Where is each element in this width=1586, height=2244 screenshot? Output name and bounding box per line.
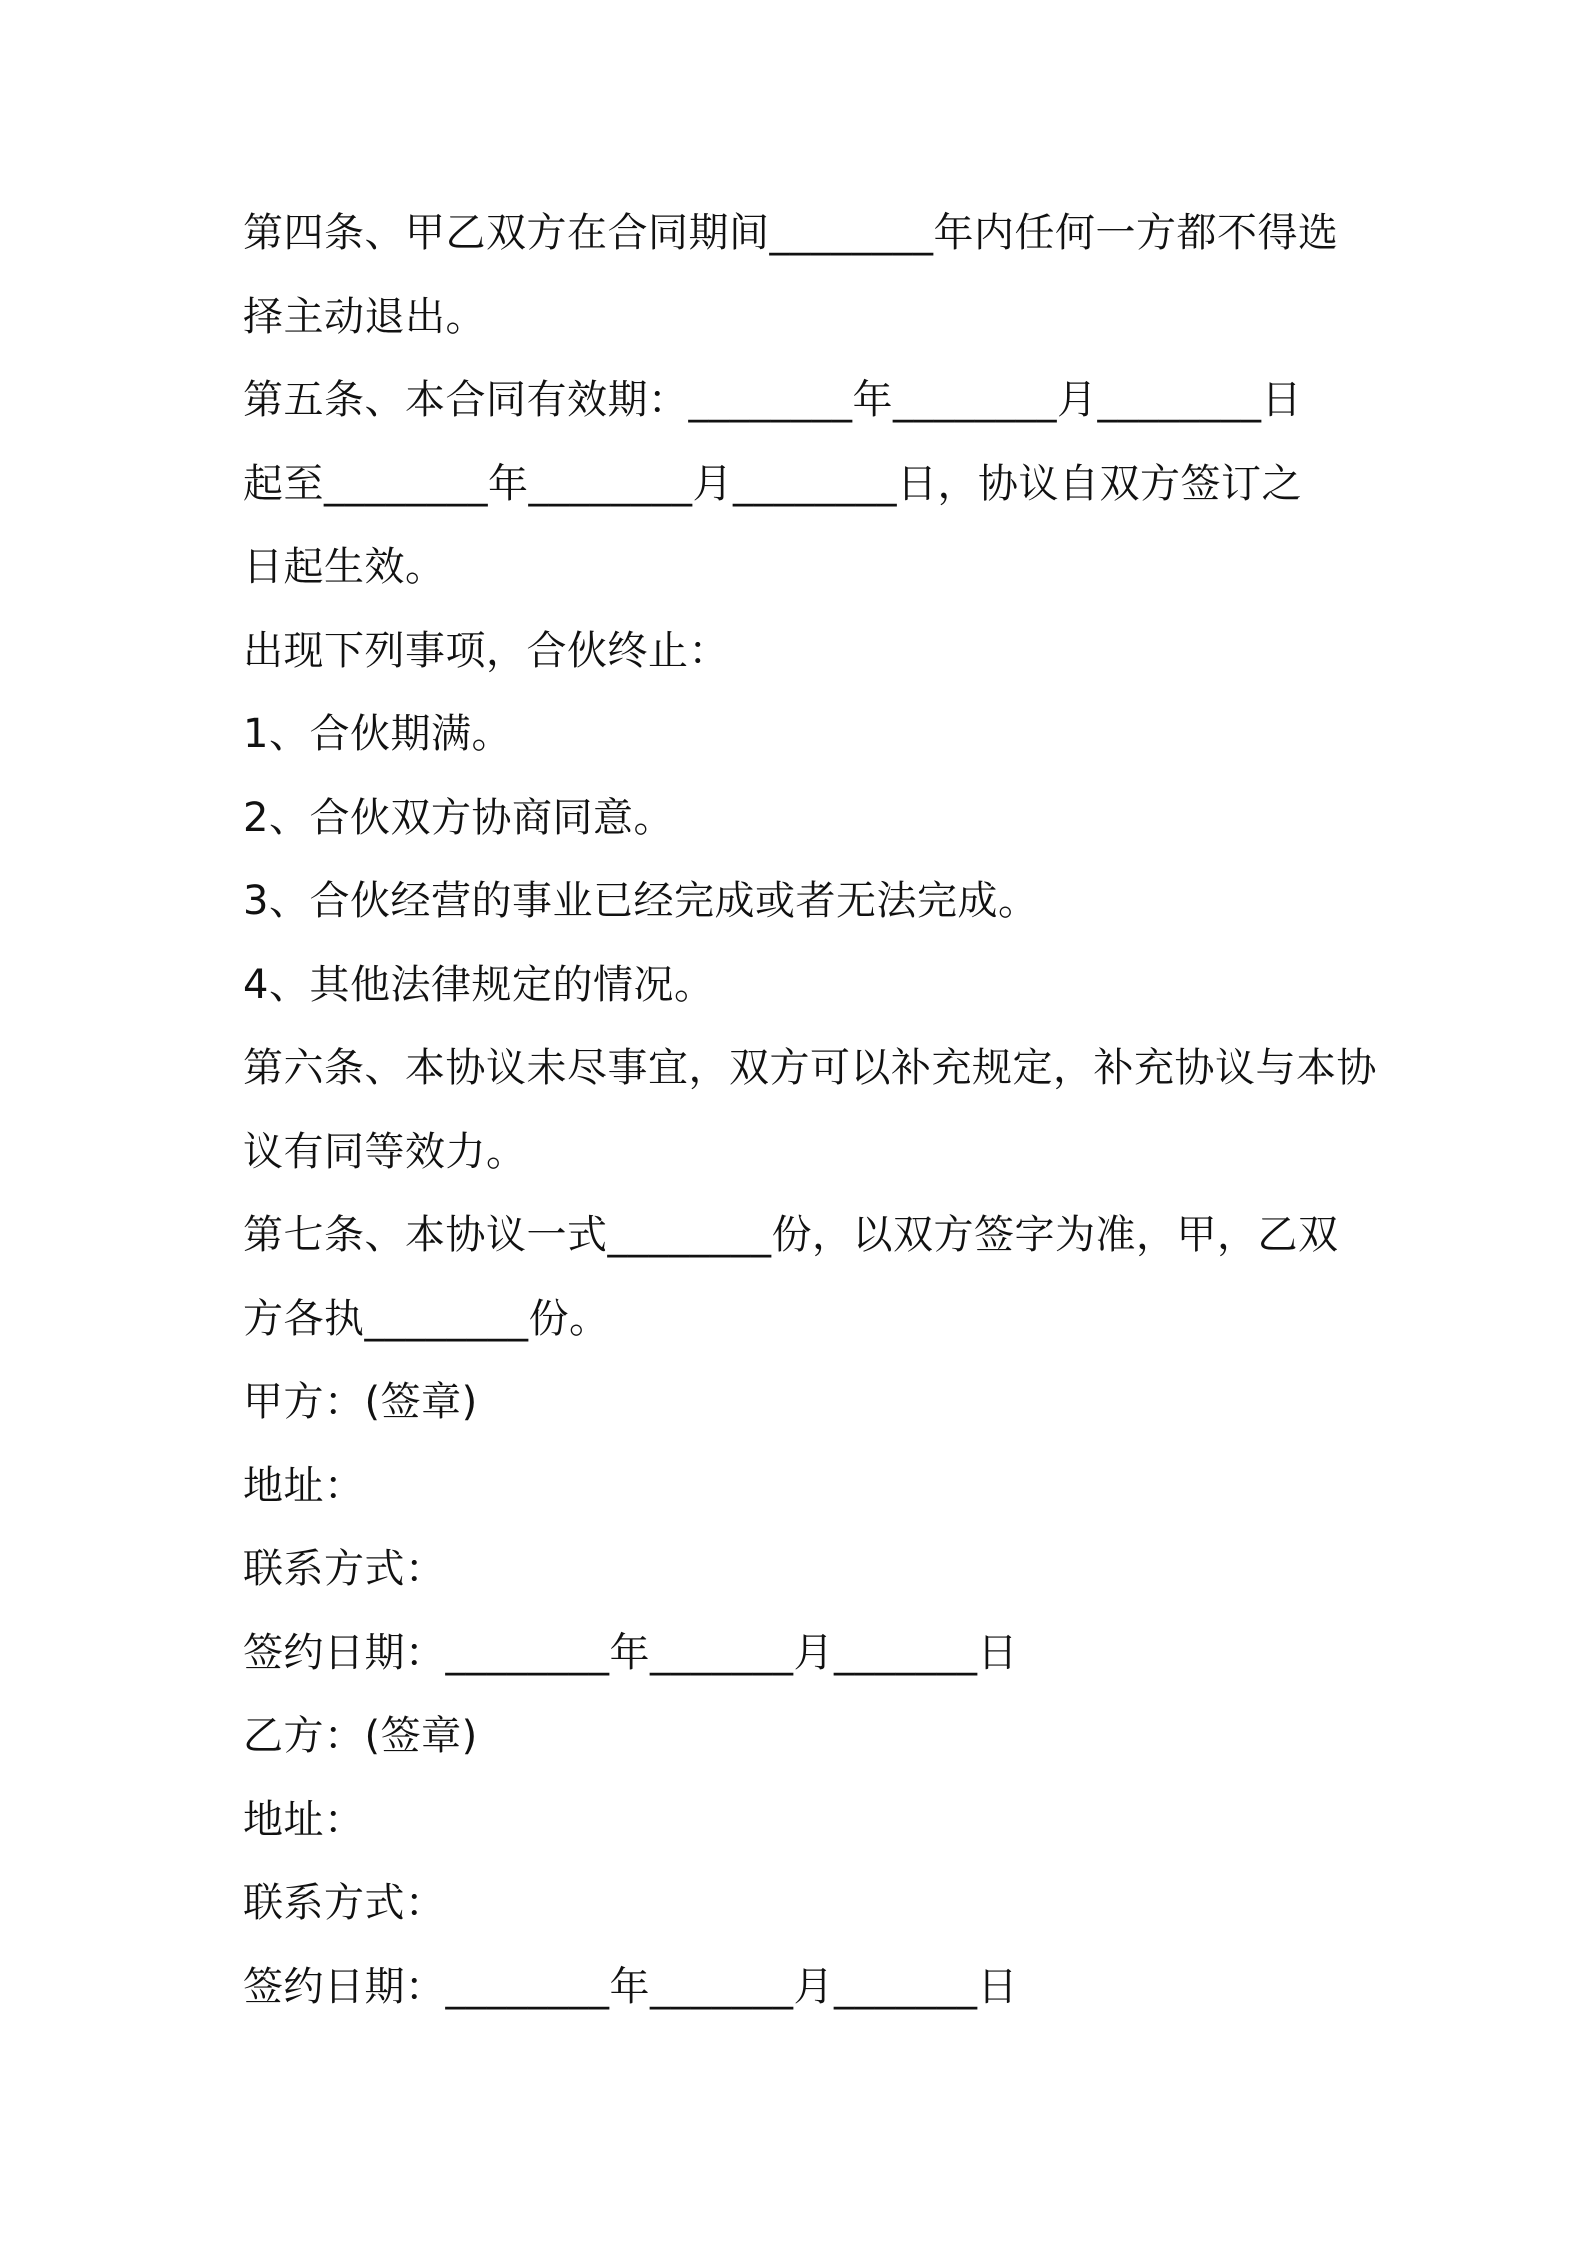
party-a-signature: 甲方：(签章) bbox=[243, 1379, 478, 1425]
article-4-line-2: 择主动退出。 bbox=[243, 293, 486, 340]
party-b-contact: 联系方式： bbox=[243, 1880, 446, 1926]
party-a-sign-date: 签约日期：________年_______月_______日 bbox=[243, 1629, 1018, 1676]
article-5-line-3: 日起生效。 bbox=[243, 544, 446, 590]
party-a-contact: 联系方式： bbox=[243, 1546, 446, 1592]
termination-item-3: 3、合伙经营的事业已经完成或者无法完成。 bbox=[243, 878, 1039, 924]
article-5-line-1: 第五条、本合同有效期：________年________月________日 bbox=[243, 377, 1302, 423]
termination-item-2: 2、合伙双方协商同意。 bbox=[243, 794, 674, 841]
article-7-line-2: 方各执________份。 bbox=[243, 1295, 610, 1342]
termination-item-4: 4、其他法律规定的情况。 bbox=[243, 961, 715, 1008]
article-6-line-1: 第六条、本协议未尽事宜，双方可以补充规定，补充协议与本协 bbox=[243, 1045, 1377, 1091]
termination-item-1: 1、合伙期满。 bbox=[243, 711, 512, 757]
party-b-signature: 乙方：(签章) bbox=[243, 1713, 478, 1759]
article-4-line-1: 第四条、甲乙双方在合同期间________年内任何一方都不得选 bbox=[243, 210, 1339, 256]
document-body bbox=[243, 192, 1377, 2029]
party-b-sign-date: 签约日期：________年_______月_______日 bbox=[243, 1963, 1018, 2010]
party-a-address: 地址： bbox=[243, 1462, 365, 1509]
article-6-line-2: 议有同等效力。 bbox=[243, 1128, 527, 1175]
article-7-line-1: 第七条、本协议一式________份，以双方签字为准，甲，乙双 bbox=[243, 1212, 1339, 1258]
article-5-line-2: 起至________年________月________日，协议自双方签订之 bbox=[243, 460, 1302, 507]
party-b-address: 地址： bbox=[243, 1796, 365, 1843]
termination-intro: 出现下列事项，合伙终止： bbox=[243, 627, 729, 674]
